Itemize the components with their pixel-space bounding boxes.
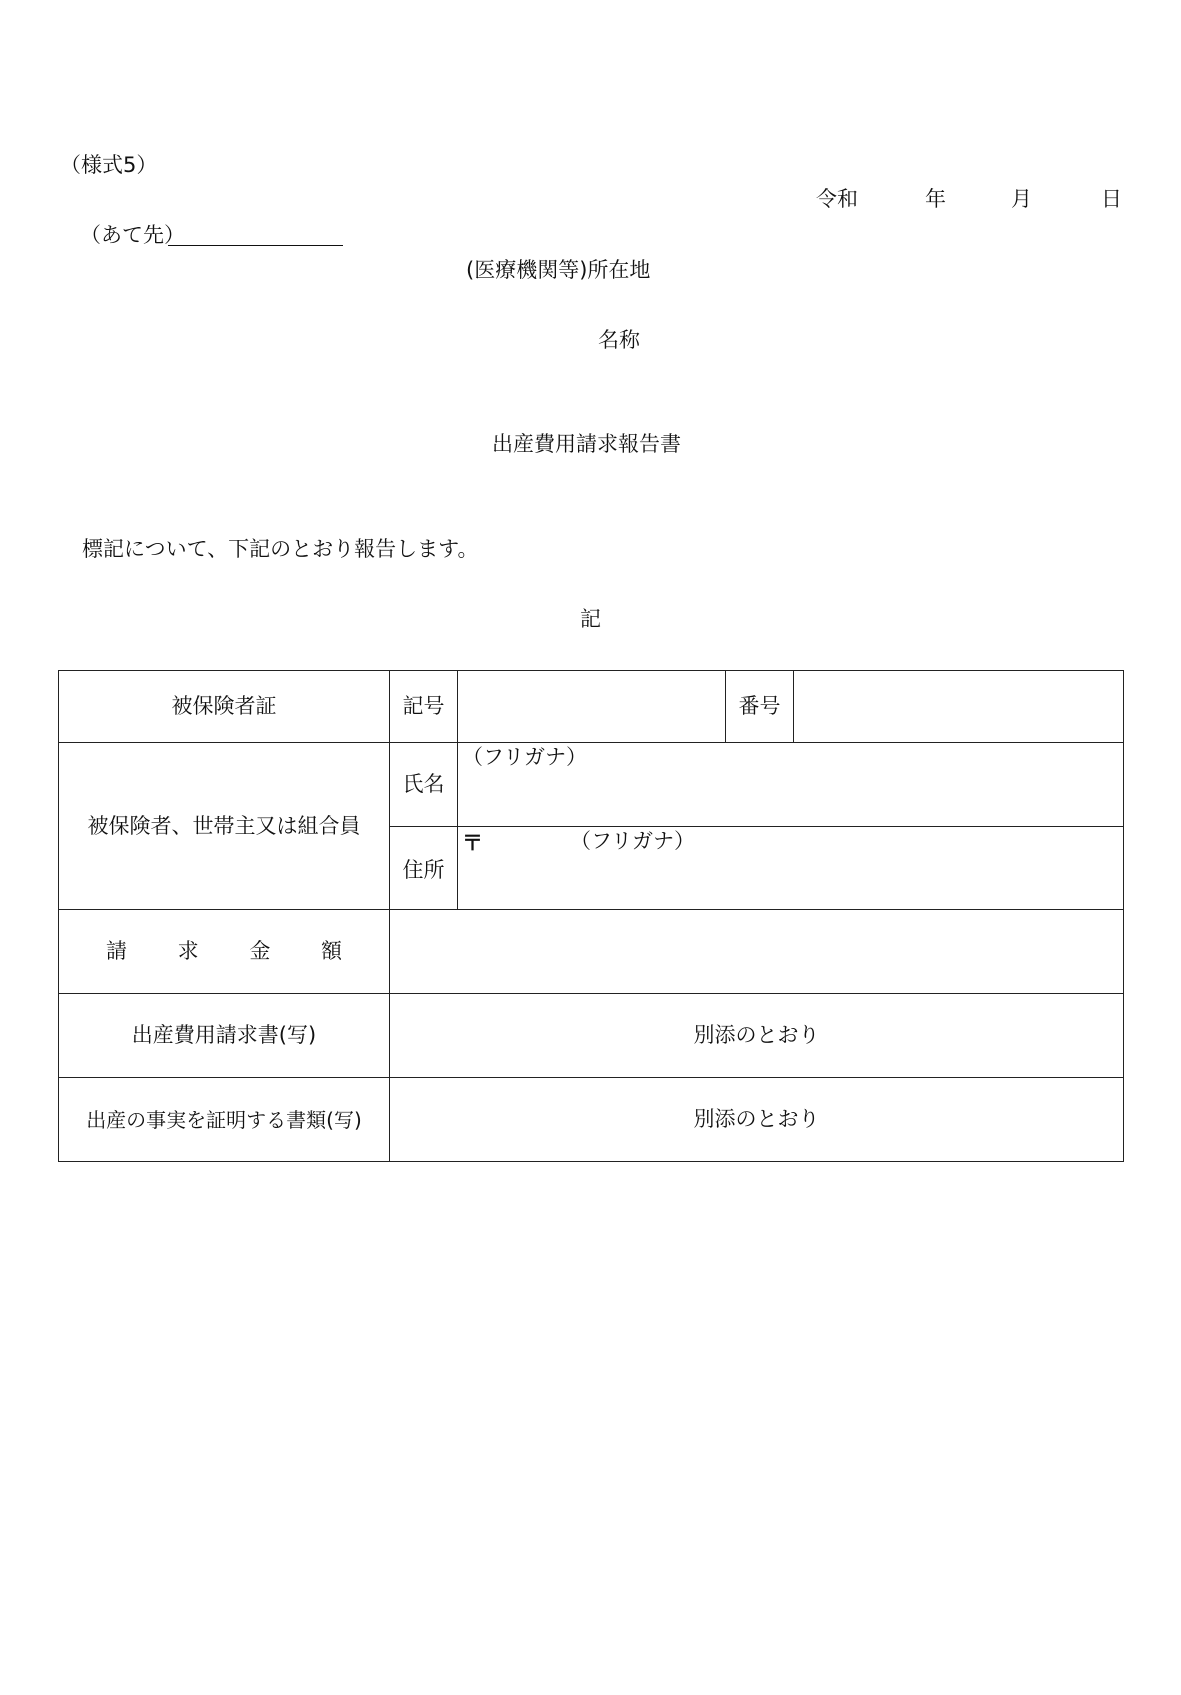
table-row: [59, 671, 1124, 743]
postal-mark: 〒: [462, 831, 483, 855]
intro-text: 標記について、下記のとおり報告します。: [82, 537, 479, 561]
address-field[interactable]: [458, 827, 1124, 910]
number-field[interactable]: [794, 671, 1124, 743]
claim-amount-label: 請 求 金 額: [59, 910, 390, 994]
name-label: 氏名: [390, 743, 458, 827]
name-furigana-label: （フリガナ）: [462, 745, 587, 769]
symbol-field[interactable]: [458, 671, 726, 743]
table-row: [59, 910, 1124, 994]
addressee-blank[interactable]: [168, 245, 343, 246]
address-label: 住所: [390, 827, 458, 910]
provider-name-label: 名称: [598, 328, 640, 352]
document-title: 出産費用請求報告書: [492, 432, 681, 456]
birth-cost-claim-copy-label: 出産費用請求書(写): [59, 994, 390, 1078]
table-row: [59, 743, 1124, 827]
table-row: [59, 994, 1124, 1078]
birth-proof-copy-label: 出産の事実を証明する書類(写): [59, 1078, 390, 1162]
symbol-label: 記号: [390, 671, 458, 743]
claim-amount-field[interactable]: [390, 910, 1124, 994]
birth-cost-claim-copy-value: 別添のとおり: [390, 994, 1124, 1078]
date-month-label: 月: [1011, 187, 1032, 211]
provider-location-label: (医療機関等)所在地: [466, 258, 651, 282]
date-day-label: 日: [1101, 187, 1122, 211]
form-id: （様式5）: [60, 153, 158, 177]
table-row: [59, 1078, 1124, 1162]
addressee-label: （あて先）: [80, 223, 185, 247]
report-table: [58, 670, 1124, 1162]
birth-proof-copy-value: 別添のとおり: [390, 1078, 1124, 1162]
date-year-label: 年: [925, 187, 946, 211]
insurance-card-label: 被保険者証: [59, 671, 390, 743]
ki-heading: 記: [580, 607, 601, 631]
name-field[interactable]: [458, 743, 1124, 827]
date-era: 令和: [816, 187, 858, 211]
insured-person-label: 被保険者、世帯主又は組合員: [59, 743, 390, 910]
address-furigana-label: （フリガナ）: [570, 829, 695, 853]
number-label: 番号: [726, 671, 794, 743]
